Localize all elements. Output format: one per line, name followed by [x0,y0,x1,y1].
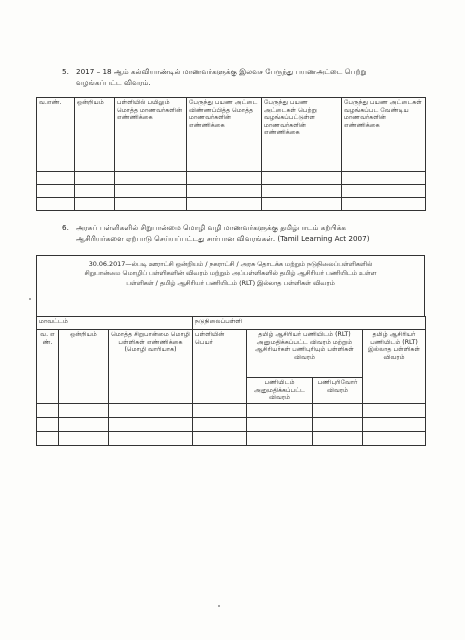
header-applied-students: பேருந்து பயண அட்டை விண்ணப்பித்த மொத்த மாணவர்களின் எண்ணிக்கை [187,98,262,172]
caption-line3: பள்ளிகள் / தமிழ் ஆசிரியர் பணியிடம் (RLT) இல்லாத பள்ளிகள் விவரம் [126,278,335,287]
section-6-title-line2: ஆசிரியர்களை ஏற்பாடு செய்யப்பட்டது சார்பான விவரங்கள். (Tamil Learning Act 2007) [76,234,370,243]
table-row [37,185,426,198]
table-cell [37,418,59,432]
table-cell [37,404,59,418]
header-rlt-sanctioned: தமிழ் ஆசிரியர் பணியிடம் (RLT) அனுமதிக்கப்பட்ட விவரம் மற்றும் ஆசிரியர்கள் பணிபுரியும் பள்ளிகள் விவரம் [247,330,363,378]
table-cell [109,432,193,446]
caption-line1: 30.06.2017—ல்படி ஊராட்சி ஒன்றியம் / நகராட்சி / அரசு தொடக்க மற்றும் நடுநிலைப்பள்ளிகளில் [88,260,373,268]
table-cell [187,172,262,185]
scan-speck [29,298,31,300]
table-cell [193,418,247,432]
table-row [37,172,426,185]
table-cell [37,432,59,446]
table-cell [37,185,75,198]
table-header-row [37,98,426,172]
table-header-row [37,330,426,378]
section-5-title-line1: 2017 – 18 ஆம் கல்வியாண்டில் மாணவர்களுக்கு இலவச பேருந்து பயணஅட்டை பெற்று [76,67,367,76]
header-union: ஒன்றியம் [59,330,109,404]
section-5-title-line2: வழங்கப்பட்ட விவரம். [76,78,151,87]
table-cell [187,185,262,198]
table-cell [363,404,426,418]
table-cell [247,418,313,432]
table-cell [363,418,426,432]
table-row [37,404,426,418]
header-school-name: பள்ளியின் பெயர் [193,330,247,404]
table-cell [193,404,247,418]
header-issued-students: பேருந்து பயண அட்டைகள் பெற்று வழங்கப்பட்டுள்ள மாணவர்களின் எண்ணிக்கை [262,98,342,172]
table-cell [37,172,75,185]
minority-schools-table [36,316,426,446]
table-cell [59,404,109,418]
table-cell [75,185,115,198]
district-row [37,317,426,330]
header-serial-no: வ.எண். [37,98,75,172]
table-cell [75,172,115,185]
table-cell [187,198,262,211]
section-6-heading [62,222,442,246]
table-cell [262,198,342,211]
caption-line2: சிறுபான்மை மொழிப் பள்ளிகளின் விவரம் மற்றும் அப்பள்ளிகளில் தமிழ் ஆசிரியர் பணியிடம் உள்ள [84,269,377,278]
table-cell [363,432,426,446]
district-label: மாவட்டம் [37,317,193,330]
table-cell [247,404,313,418]
table-cell [115,198,187,211]
minority-schools-caption [36,255,425,317]
table-row [37,432,426,446]
scan-speck [218,605,220,607]
table-cell [115,185,187,198]
header-post-sanctioned: பணியிடம் அனுமதிக்கப்பட்ட விவரம் [247,378,313,404]
section-5-heading [62,66,432,90]
header-serial-no: வ. எ ண். [37,330,59,404]
section-6-number: 6. [62,223,69,232]
table-cell [109,404,193,418]
table-cell [313,404,363,418]
table-cell [247,432,313,446]
table-cell [75,198,115,211]
table-cell [313,418,363,432]
header-union: ஒன்றியம் [75,98,115,172]
header-rlt-absent: தமிழ் ஆசிரியர் பணியிடம் (RLT) இல்லாத பள்ளிகள் விவரம் [363,330,426,404]
table-cell [262,185,342,198]
table-row [37,198,426,211]
table-cell [342,198,426,211]
header-pending-students: பேருந்து பயண அட்டைகள் வழங்கப்பட வேண்டிய மாணவர்களின் எண்ணிக்கை [342,98,426,172]
section-5-number: 5. [62,67,69,76]
header-total-students: பள்ளியில் பயிலும் மொத்த மாணவர்களின் எண்ணிக்கை [115,98,187,172]
bus-pass-table [36,97,426,211]
table-cell [262,172,342,185]
section-6-title-line1: அரசுப் பள்ளிகளில் சிறுபான்மை மொழி வழி மாணவர்களுக்கு தமிழ்பாடம் கற்பிக்க [76,223,346,232]
table-cell [193,432,247,446]
table-cell [342,185,426,198]
table-cell [313,432,363,446]
header-working-staff: பணிபுரிவோர் விவரம் [313,378,363,404]
table-cell [59,418,109,432]
table-cell [59,432,109,446]
table-cell [115,172,187,185]
level-label: நடுநிலைப்பள்ளி [193,317,426,330]
header-total-minority-schools: மொத்த சிறுபான்மை மொழி பள்ளிகள் எண்ணிக்கை (மொழி வாரியாக) [109,330,193,404]
table-row [37,418,426,432]
table-cell [109,418,193,432]
table-cell [342,172,426,185]
table-cell [37,198,75,211]
